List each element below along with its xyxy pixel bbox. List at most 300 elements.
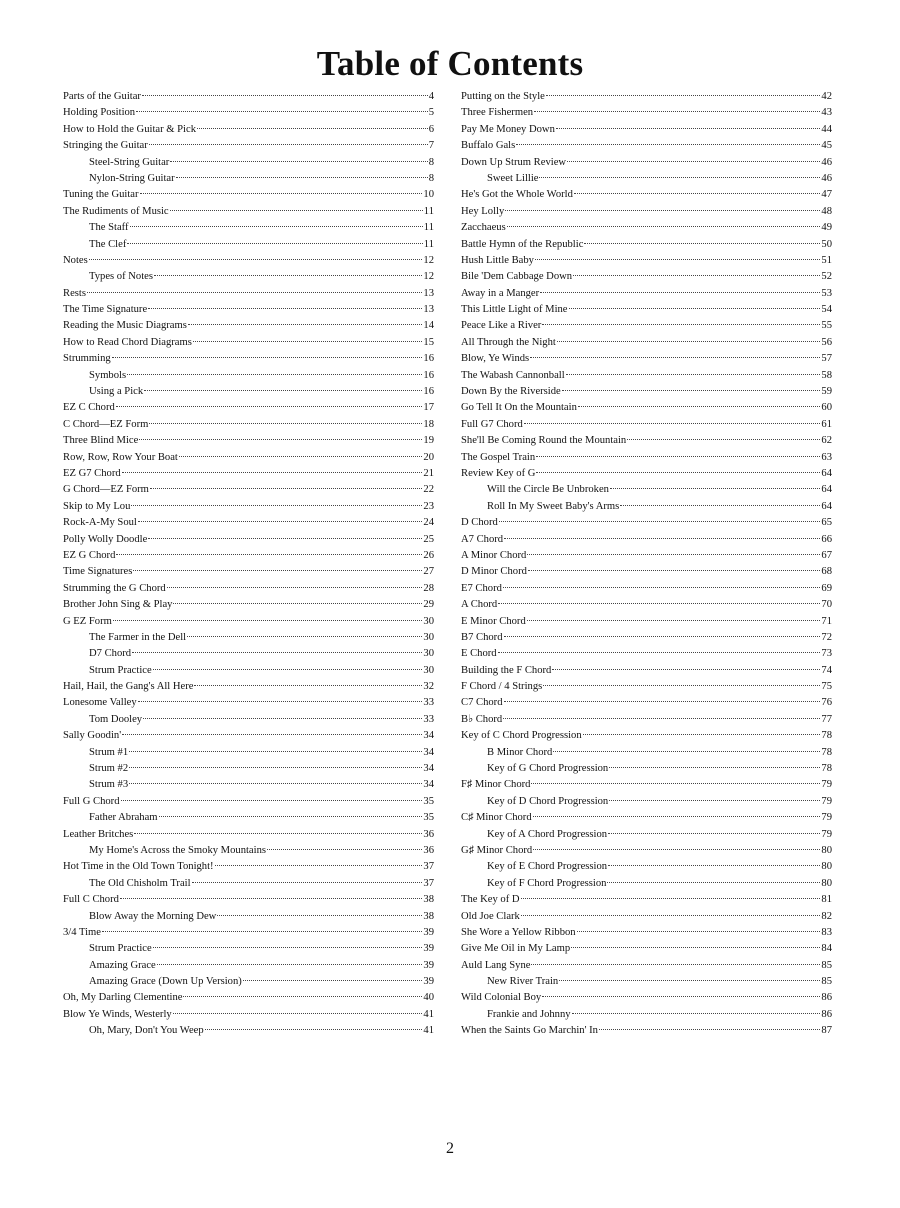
toc-dot-leader — [134, 833, 422, 834]
toc-entry — [461, 712, 832, 728]
toc-entry — [63, 515, 434, 531]
toc-dot-leader — [267, 849, 422, 850]
toc-dot-leader — [193, 341, 423, 342]
toc-dot-leader — [530, 357, 820, 358]
toc-entry-title: Strum #3 — [89, 779, 129, 791]
toc-dot-leader — [543, 685, 820, 686]
toc-entry-title: Key of A Chord Progression — [487, 828, 608, 840]
toc-dot-leader — [153, 669, 423, 670]
toc-entry-page: 11 — [423, 205, 434, 217]
toc-dot-leader — [574, 193, 821, 194]
toc-entry-page: 53 — [821, 287, 832, 299]
toc-entry-page: 75 — [821, 681, 832, 693]
toc-entry-title: Frankie and Johnny — [487, 1008, 571, 1020]
toc-dot-leader — [535, 259, 820, 260]
toc-dot-leader — [150, 488, 422, 489]
toc-entry-title: Types of Notes — [89, 271, 153, 283]
toc-entry-title: B7 Chord — [461, 631, 503, 643]
toc-entry — [461, 482, 832, 498]
toc-entry-page: 17 — [423, 402, 434, 414]
toc-entry — [461, 89, 832, 105]
toc-entry — [63, 581, 434, 597]
toc-entry — [461, 548, 832, 564]
toc-entry-page: 39 — [423, 976, 434, 988]
toc-entry-page: 13 — [423, 304, 434, 316]
toc-entry-page: 33 — [423, 697, 434, 709]
toc-dot-leader — [553, 751, 820, 752]
toc-entry — [461, 925, 832, 941]
toc-entry-page: 76 — [821, 697, 832, 709]
toc-entry-page: 73 — [821, 648, 832, 660]
toc-dot-leader — [192, 882, 423, 883]
toc-entry-page: 64 — [821, 500, 832, 512]
toc-entry-page: 45 — [821, 140, 832, 152]
toc-entry — [63, 630, 434, 646]
toc-entry — [461, 515, 832, 531]
toc-entry — [63, 827, 434, 843]
toc-entry — [461, 663, 832, 679]
toc-entry-page: 39 — [423, 959, 434, 971]
toc-entry-title: Notes — [63, 254, 88, 266]
toc-entry-title: Symbols — [89, 369, 127, 381]
toc-entry-title: Strum #1 — [89, 746, 129, 758]
toc-entry — [63, 433, 434, 449]
toc-entry-title: Key of E Chord Progression — [487, 861, 608, 873]
toc-entry — [461, 876, 832, 892]
toc-entry-title: C Chord—EZ Form — [63, 418, 149, 430]
toc-entry-page: 26 — [423, 549, 434, 561]
toc-dot-leader — [144, 390, 422, 391]
toc-entry-title: Peace Like a River — [461, 320, 542, 332]
toc-entry-title: Sweet Lillie — [487, 172, 539, 184]
toc-entry — [461, 794, 832, 810]
toc-entry-title: Down Up Strum Review — [461, 156, 567, 168]
toc-entry-title: Old Joe Clark — [461, 910, 520, 922]
toc-dot-leader — [148, 538, 422, 539]
toc-entry-page: 61 — [821, 418, 832, 430]
toc-entry — [461, 827, 832, 843]
toc-entry — [63, 646, 434, 662]
toc-dot-leader — [539, 177, 820, 178]
toc-entry-title: How to Hold the Guitar & Pick — [63, 123, 196, 135]
toc-entry — [461, 433, 832, 449]
toc-dot-leader — [608, 833, 820, 834]
toc-entry-page: 32 — [423, 681, 434, 693]
toc-entry — [63, 777, 434, 793]
toc-entry-title: Sally Goodin' — [63, 730, 122, 742]
toc-entry-page: 69 — [821, 582, 832, 594]
toc-dot-leader — [87, 292, 422, 293]
toc-entry-page: 50 — [821, 238, 832, 250]
toc-entry — [461, 892, 832, 908]
toc-entry — [461, 630, 832, 646]
toc-entry-title: When the Saints Go Marchin' In — [461, 1025, 598, 1037]
toc-entry — [63, 909, 434, 925]
toc-entry-title: Reading the Music Diagrams — [63, 320, 187, 332]
toc-dot-leader — [503, 587, 821, 588]
toc-entry-page: 12 — [423, 271, 434, 283]
toc-entry-page: 16 — [423, 369, 434, 381]
toc-entry-page: 85 — [821, 976, 832, 988]
toc-entry-page: 82 — [821, 910, 832, 922]
toc-entry-title: The Gospel Train — [461, 451, 536, 463]
toc-entry-title: The Time Signature — [63, 304, 148, 316]
toc-entry-title: Oh, My Darling Clementine — [63, 992, 183, 1004]
toc-entry-title: EZ G7 Chord — [63, 467, 121, 479]
toc-entry — [63, 859, 434, 875]
toc-entry-page: 29 — [423, 599, 434, 611]
toc-entry-title: Parts of the Guitar — [63, 91, 141, 102]
toc-entry-page: 34 — [423, 779, 434, 791]
toc-entry-title: 3/4 Time — [63, 926, 101, 938]
toc-entry — [63, 728, 434, 744]
toc-entry-page: 15 — [423, 336, 434, 348]
toc-dot-leader — [562, 390, 821, 391]
toc-entry — [461, 958, 832, 974]
toc-entry-title: She'll Be Coming Round the Mountain — [461, 435, 627, 447]
toc-entry — [63, 761, 434, 777]
toc-dot-leader — [505, 210, 820, 211]
toc-entry-title: Wild Colonial Boy — [461, 992, 542, 1004]
toc-entry — [63, 1023, 434, 1039]
toc-entry-title: Strum Practice — [89, 943, 152, 955]
toc-entry-title: Oh, Mary, Don't You Weep — [89, 1025, 204, 1037]
toc-entry — [63, 679, 434, 695]
toc-dot-leader — [583, 734, 821, 735]
toc-entry-page: 55 — [821, 320, 832, 332]
toc-entry-page: 34 — [423, 730, 434, 742]
toc-entry — [63, 695, 434, 711]
toc-entry-page: 12 — [423, 254, 434, 266]
toc-entry — [63, 89, 434, 105]
toc-entry-page: 78 — [821, 730, 832, 742]
toc-entry-title: The Rudiments of Music — [63, 205, 169, 217]
toc-right-column — [461, 89, 832, 1040]
toc-entry — [63, 253, 434, 269]
toc-entry-title: Hey Lolly — [461, 205, 505, 217]
toc-entry — [63, 564, 434, 580]
toc-entry-title: Polly Wolly Doodle — [63, 533, 148, 545]
toc-entry-title: The Clef — [89, 238, 127, 250]
toc-entry-title: Key of C Chord Progression — [461, 730, 582, 742]
toc-entry — [461, 220, 832, 236]
toc-entry-title: Skip to My Lou — [63, 500, 131, 512]
toc-dot-leader — [129, 751, 422, 752]
toc-dot-leader — [542, 996, 820, 997]
toc-dot-leader — [205, 1029, 423, 1030]
toc-entry — [461, 564, 832, 580]
toc-dot-leader — [116, 554, 422, 555]
toc-dot-leader — [149, 144, 428, 145]
toc-dot-leader — [173, 1013, 423, 1014]
toc-entry — [461, 171, 832, 187]
toc-dot-leader — [138, 521, 423, 522]
toc-entry-page: 30 — [423, 631, 434, 643]
toc-entry — [461, 318, 832, 334]
toc-dot-leader — [139, 439, 422, 440]
toc-entry — [461, 941, 832, 957]
toc-dot-leader — [89, 259, 423, 260]
toc-dot-leader — [533, 849, 820, 850]
toc-entry — [461, 843, 832, 859]
toc-dot-leader — [521, 915, 821, 916]
toc-dot-leader — [142, 95, 428, 96]
toc-entry-title: The Key of D — [461, 894, 520, 906]
toc-entry — [461, 974, 832, 990]
toc-dot-leader — [188, 324, 423, 325]
toc-entry-title: D Minor Chord — [461, 566, 527, 578]
toc-entry — [63, 892, 434, 908]
toc-entry-page: 7 — [428, 140, 434, 152]
toc-entry-title: The Farmer in the Dell — [89, 631, 187, 643]
toc-entry — [63, 499, 434, 515]
toc-entry-title: Roll In My Sweet Baby's Arms — [487, 500, 620, 512]
toc-entry — [461, 1007, 832, 1023]
toc-entry-page: 79 — [821, 812, 832, 824]
toc-entry-page: 44 — [821, 123, 832, 135]
toc-dot-leader — [609, 767, 820, 768]
toc-dot-leader — [608, 865, 820, 866]
toc-dot-leader — [153, 947, 423, 948]
toc-entry — [461, 597, 832, 613]
toc-dot-leader — [540, 292, 820, 293]
toc-entry — [63, 548, 434, 564]
toc-entry-title: Down By the Riverside — [461, 386, 561, 398]
toc-dot-leader — [504, 538, 820, 539]
toc-entry — [461, 286, 832, 302]
toc-entry-page: 30 — [423, 615, 434, 627]
toc-entry-page: 23 — [423, 500, 434, 512]
toc-entry — [461, 646, 832, 662]
toc-entry — [63, 843, 434, 859]
toc-entry — [63, 794, 434, 810]
toc-dot-leader — [531, 964, 820, 965]
toc-entry — [63, 417, 434, 433]
toc-entry-title: Using a Pick — [89, 386, 144, 398]
toc-dot-leader — [154, 275, 422, 276]
toc-dot-leader — [140, 193, 423, 194]
toc-entry — [461, 679, 832, 695]
toc-entry-title: Give Me Oil in My Lamp — [461, 943, 571, 955]
toc-entry-page: 16 — [423, 386, 434, 398]
toc-dot-leader — [113, 620, 423, 621]
toc-entry-page: 65 — [821, 517, 832, 529]
toc-entry-title: Key of G Chord Progression — [487, 763, 609, 775]
toc-entry-title: Lonesome Valley — [63, 697, 137, 709]
toc-dot-leader — [584, 243, 820, 244]
toc-entry-title: Go Tell It On the Mountain — [461, 402, 577, 414]
toc-entry-title: Holding Position — [63, 107, 136, 119]
toc-entry-page: 46 — [821, 156, 832, 168]
toc-entry — [63, 400, 434, 416]
toc-entry-page: 74 — [821, 664, 832, 676]
toc-entry-title: C7 Chord — [461, 697, 503, 709]
toc-entry-title: She Wore a Yellow Ribbon — [461, 926, 576, 938]
toc-entry — [63, 810, 434, 826]
toc-entry-page: 6 — [428, 123, 434, 135]
toc-dot-leader — [116, 406, 423, 407]
toc-entry-page: 77 — [821, 713, 832, 725]
toc-entry-page: 14 — [423, 320, 434, 332]
toc-dot-leader — [129, 783, 422, 784]
toc-entry-page: 38 — [423, 910, 434, 922]
toc-entry-title: EZ G Chord — [63, 549, 116, 561]
toc-dot-leader — [132, 652, 422, 653]
toc-entry-page: 8 — [428, 172, 434, 184]
toc-entry-title: D Chord — [461, 517, 498, 529]
toc-entry-title: Leather Britches — [63, 828, 134, 840]
toc-entry — [63, 974, 434, 990]
toc-entry — [63, 318, 434, 334]
toc-entry-title: Building the F Chord — [461, 664, 552, 676]
toc-dot-leader — [528, 570, 820, 571]
toc-entry-title: Will the Circle Be Unbroken — [487, 484, 609, 496]
toc-entry-title: E7 Chord — [461, 582, 502, 594]
toc-entry-page: 27 — [423, 566, 434, 578]
toc-entry — [461, 761, 832, 777]
toc-entry-title: EZ C Chord — [63, 402, 115, 414]
toc-entry — [461, 499, 832, 515]
toc-dot-leader — [609, 800, 820, 801]
toc-dot-leader — [578, 406, 821, 407]
toc-dot-leader — [620, 505, 820, 506]
toc-dot-leader — [521, 898, 821, 899]
toc-entry — [461, 351, 832, 367]
toc-entry-title: Blow Away the Morning Dew — [89, 910, 217, 922]
toc-entry-title: Three Fishermen — [461, 107, 534, 119]
toc-entry — [461, 122, 832, 138]
toc-dot-leader — [173, 603, 422, 604]
toc-entry-page: 78 — [821, 746, 832, 758]
toc-entry-page: 64 — [821, 467, 832, 479]
toc-dot-leader — [569, 308, 821, 309]
toc-dot-leader — [170, 210, 423, 211]
toc-entry — [461, 777, 832, 793]
toc-dot-leader — [607, 882, 820, 883]
toc-dot-leader — [122, 472, 423, 473]
toc-entry-title: New River Train — [487, 976, 559, 988]
toc-entry-page: 30 — [423, 648, 434, 660]
toc-entry — [461, 810, 832, 826]
toc-entry-page: 79 — [821, 779, 832, 791]
toc-entry — [63, 532, 434, 548]
toc-entry — [461, 450, 832, 466]
toc-entry-page: 13 — [423, 287, 434, 299]
toc-dot-leader — [566, 374, 821, 375]
toc-entry — [461, 532, 832, 548]
toc-entry — [63, 466, 434, 482]
toc-entry-title: How to Read Chord Diagrams — [63, 336, 192, 348]
toc-entry-title: Tom Dooley — [89, 713, 143, 725]
toc-entry-title: Time Signatures — [63, 566, 133, 578]
toc-dot-leader — [627, 439, 820, 440]
toc-entry-title: D7 Chord — [89, 648, 132, 660]
toc-dot-leader — [183, 996, 422, 997]
toc-entry-title: Strumming — [63, 353, 111, 365]
toc-entry — [63, 171, 434, 187]
toc-dot-leader — [533, 816, 821, 817]
toc-entry-page: 79 — [821, 795, 832, 807]
toc-entry-page: 18 — [423, 418, 434, 430]
toc-entry-title: Amazing Grace — [89, 959, 156, 971]
toc-entry-page: 11 — [423, 222, 434, 234]
toc-entry-page: 80 — [821, 861, 832, 873]
toc-dot-leader — [138, 701, 423, 702]
toc-entry — [63, 105, 434, 121]
toc-entry-title: A Minor Chord — [461, 549, 527, 561]
toc-entry — [63, 597, 434, 613]
toc-entry-title: Stringing the Guitar — [63, 140, 148, 152]
toc-entry-page: 33 — [423, 713, 434, 725]
toc-entry-page: 79 — [821, 828, 832, 840]
toc-dot-leader — [217, 915, 422, 916]
toc-dot-leader — [129, 767, 422, 768]
toc-entry — [63, 155, 434, 171]
toc-entry-page: 67 — [821, 549, 832, 561]
toc-entry — [63, 482, 434, 498]
toc-entry-title: F Chord / 4 Strings — [461, 681, 543, 693]
toc-entry — [461, 335, 832, 351]
toc-entry-page: 20 — [423, 451, 434, 463]
toc-dot-leader — [121, 800, 423, 801]
toc-entry-title: Full G Chord — [63, 795, 120, 807]
toc-entry-title: Away in a Manger — [461, 287, 540, 299]
toc-dot-leader — [504, 636, 821, 637]
toc-entry-page: 83 — [821, 926, 832, 938]
toc-dot-leader — [194, 685, 422, 686]
toc-entry-page: 62 — [821, 435, 832, 447]
toc-entry — [461, 384, 832, 400]
toc-entry — [461, 237, 832, 253]
toc-entry-title: Battle Hymn of the Republic — [461, 238, 584, 250]
toc-dot-leader — [556, 128, 821, 129]
toc-entry-title: Bile 'Dem Cabbage Down — [461, 271, 573, 283]
toc-entry — [63, 712, 434, 728]
toc-entry — [63, 237, 434, 253]
toc-entry-page: 72 — [821, 631, 832, 643]
toc-dot-leader — [516, 144, 820, 145]
toc-entry-title: C♯ Minor Chord — [461, 812, 532, 824]
toc-entry — [461, 204, 832, 220]
toc-dot-leader — [552, 669, 820, 670]
toc-entry — [63, 925, 434, 941]
toc-entry-title: The Old Chisholm Trail — [89, 877, 191, 889]
toc-entry-page: 37 — [423, 877, 434, 889]
toc-entry — [63, 384, 434, 400]
toc-dot-leader — [536, 456, 820, 457]
toc-entry-page: 70 — [821, 599, 832, 611]
toc-entry-page: 10 — [423, 189, 434, 201]
toc-entry-title: G♯ Minor Chord — [461, 844, 533, 856]
toc-entry-title: Blow Ye Winds, Westerly — [63, 1008, 172, 1020]
toc-dot-leader — [187, 636, 422, 637]
toc-entry-page: 39 — [423, 943, 434, 955]
toc-entry-title: Steel-String Guitar — [89, 156, 170, 168]
toc-entry — [461, 990, 832, 1006]
toc-entry-page: 60 — [821, 402, 832, 414]
toc-entry-title: Father Abraham — [89, 812, 158, 824]
toc-entry-page: 58 — [821, 369, 832, 381]
toc-dot-leader — [102, 931, 422, 932]
toc-entry — [461, 466, 832, 482]
toc-dot-leader — [531, 783, 820, 784]
toc-entry — [63, 614, 434, 630]
toc-entry — [63, 286, 434, 302]
toc-entry — [63, 335, 434, 351]
toc-entry-page: 5 — [428, 107, 434, 119]
toc-entry-page: 34 — [423, 763, 434, 775]
toc-entry-page: 41 — [423, 1025, 434, 1037]
